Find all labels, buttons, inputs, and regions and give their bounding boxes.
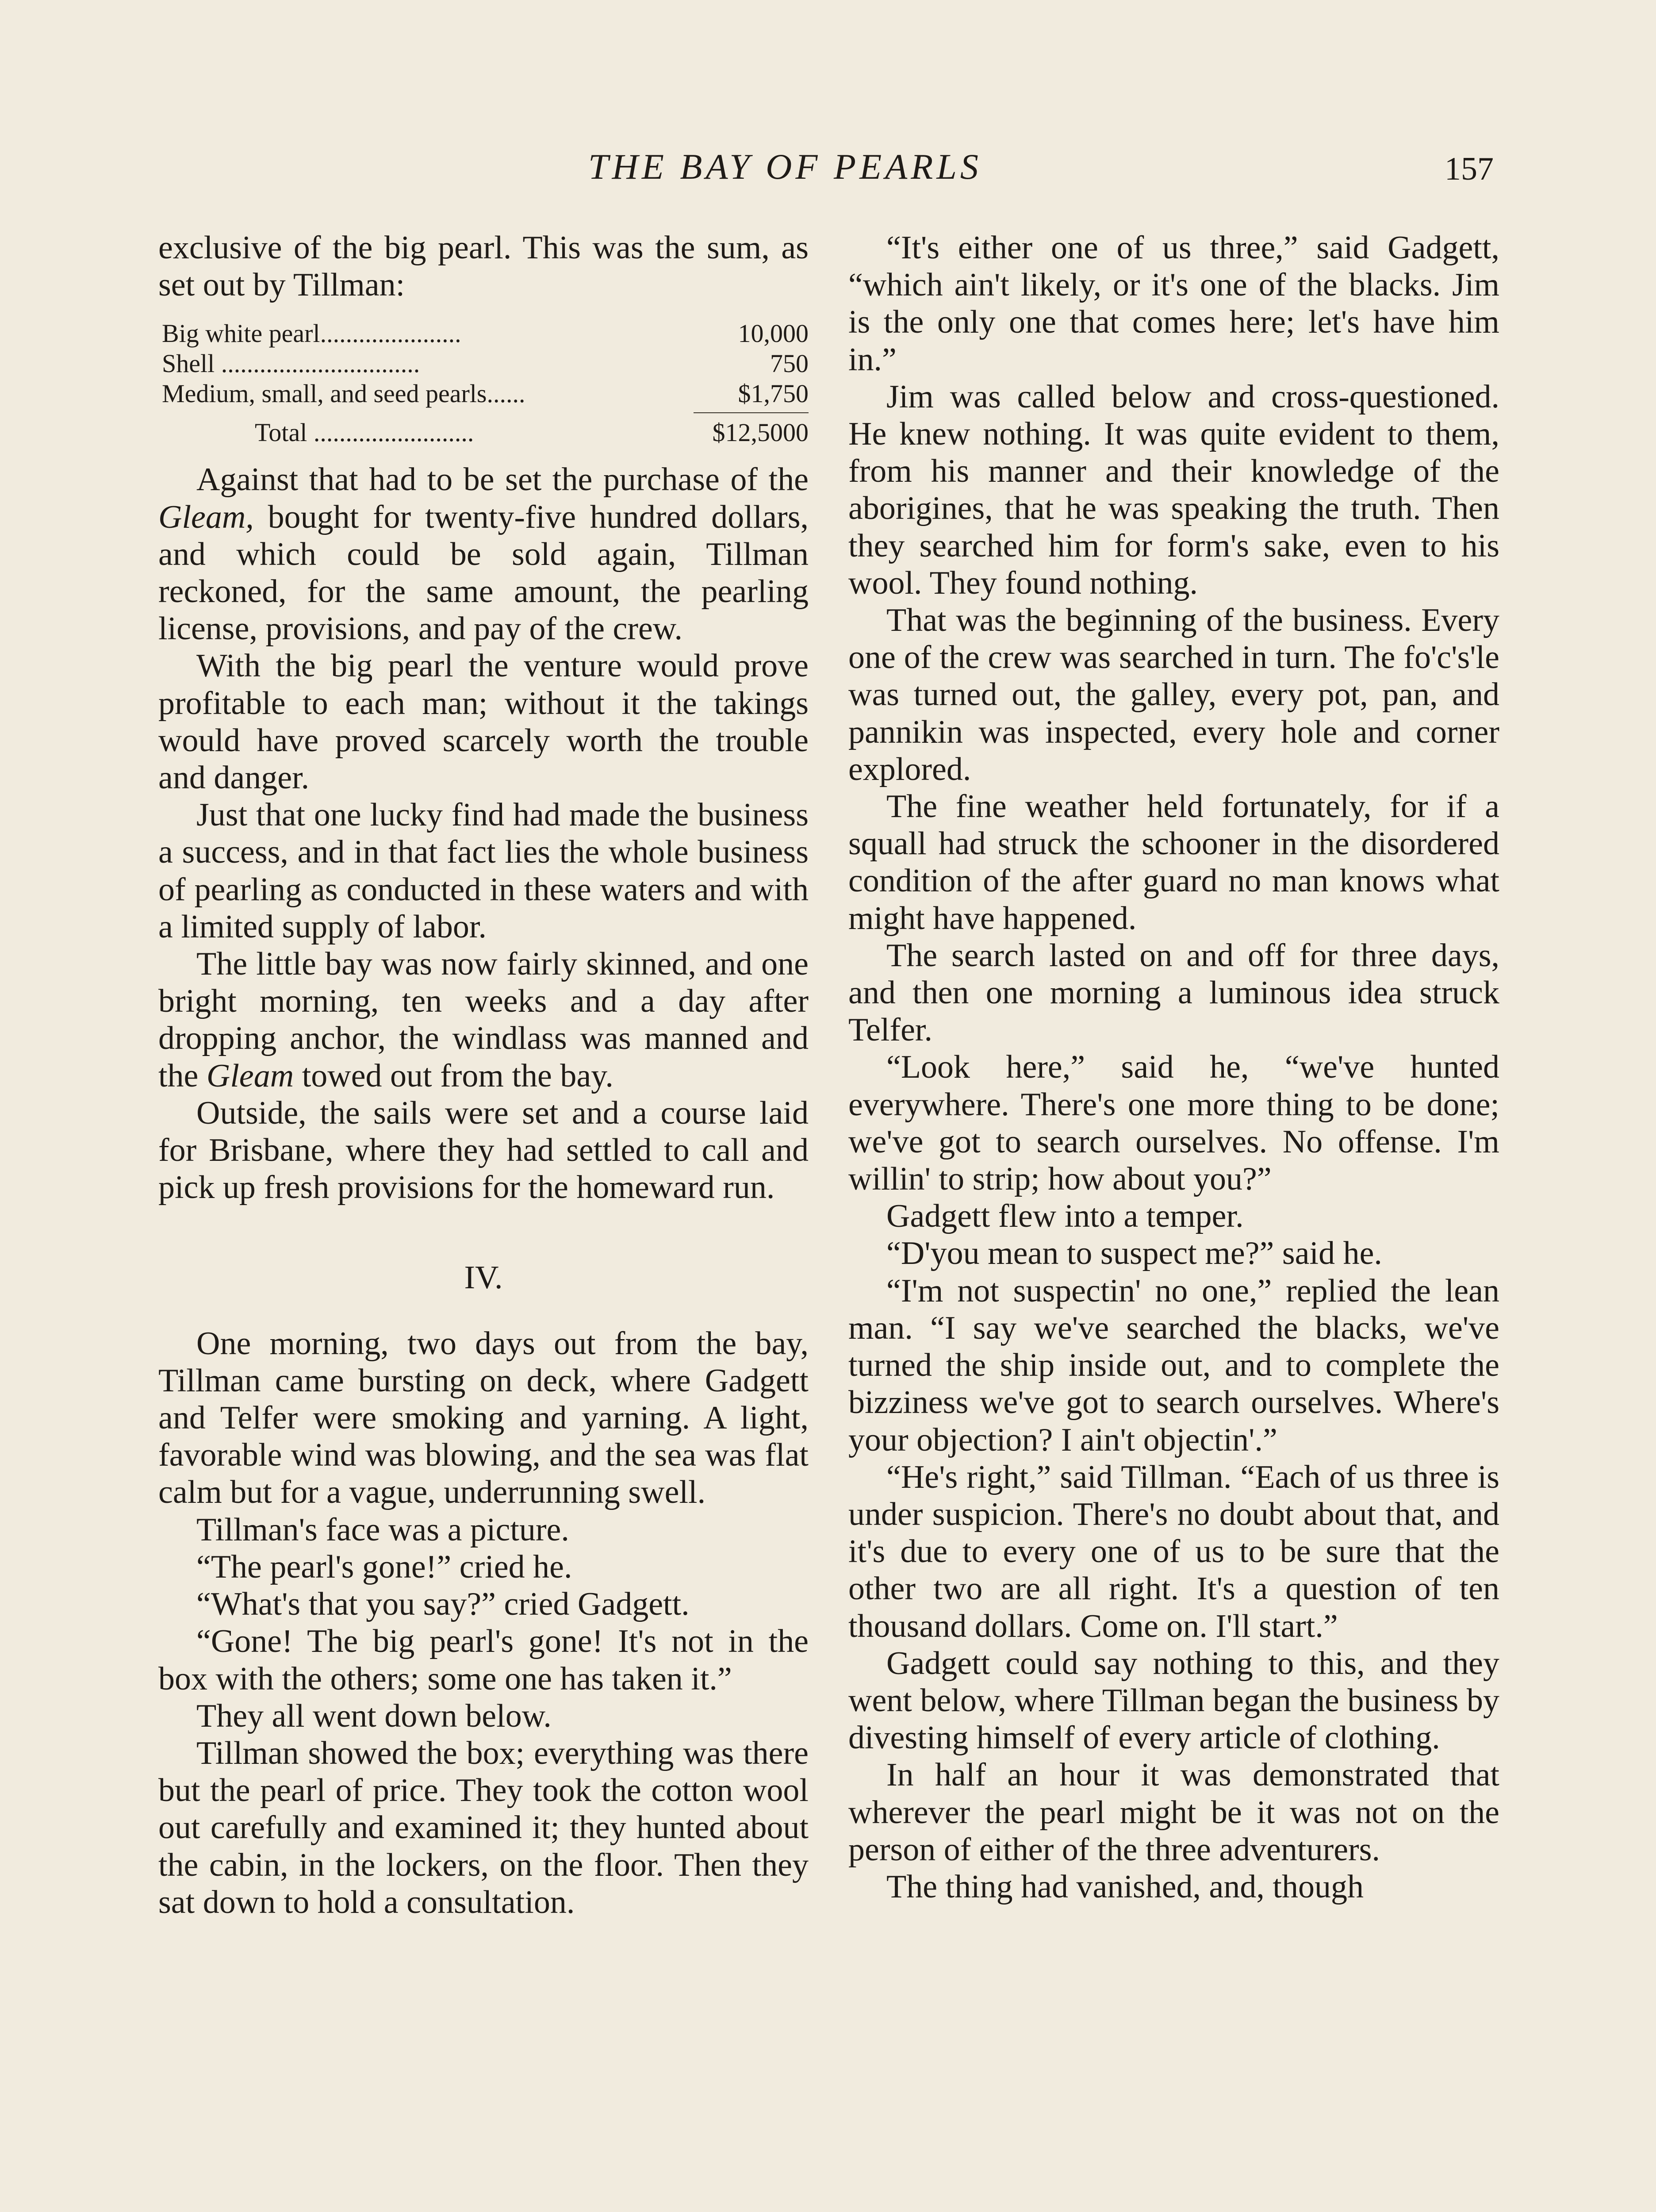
paragraph: The fine weather held fortunately, for if a squall had struck the schooner in the disordered condition of the after guard no man knows what might have happened. bbox=[848, 788, 1499, 937]
accounts-item: Shell ............................... bbox=[162, 349, 420, 378]
paragraph: Outside, the sails were set and a course laid for Brisbane, where they had settled to call and pick up fresh provisions for the homeward run. bbox=[158, 1094, 809, 1206]
accounts-row bbox=[162, 319, 809, 349]
paragraph: In half an hour it was demonstrated that wherever the pearl might be it was not on the person of either of the three adventurers. bbox=[848, 1757, 1499, 1868]
right-column bbox=[848, 229, 1499, 1905]
paragraph: One morning, two days out from the bay, Tillman came bursting on deck, where Gadgett and Telfer were smoking and yarning. A light, favorable wind was blowing, and the sea was flat calm but for a vague, underrunning swell. bbox=[158, 1325, 809, 1511]
ship-name: Gleam bbox=[206, 1057, 294, 1094]
section-heading: IV. bbox=[464, 1260, 503, 1296]
running-head bbox=[0, 146, 1656, 199]
paragraph: “He's right,” said Tillman. “Each of us three is under suspicion. There's no doubt about that, and it's due to every one of us to be sure that the other two are all right. It's a question of ten thousand dollars. Come on. I'll start.” bbox=[848, 1459, 1499, 1644]
paragraph-text: Against that had to be set the purchase of the bbox=[196, 461, 809, 498]
left-column bbox=[158, 229, 809, 1921]
running-title: THE BAY OF PEARLS bbox=[588, 146, 982, 187]
total-rule bbox=[694, 412, 809, 413]
paragraph: Tillman showed the box; everything was there but the pearl of price. They took the cotton wool out carefully and examined it; they hunted about the cabin, in the lockers, on the floor. Then they sat down to hold a consultation. bbox=[158, 1735, 809, 1920]
paragraph: exclusive of the big pearl. This was the sum, as set out by Tillman: bbox=[158, 230, 809, 303]
paragraph: “What's that you say?” cried Gadgett. bbox=[196, 1586, 690, 1623]
paragraph-text: towed out from the bay. bbox=[294, 1057, 613, 1094]
paragraph: Gadgett flew into a temper. bbox=[886, 1198, 1244, 1235]
accounts-item: Big white pearl...................... bbox=[162, 319, 461, 348]
paragraph: They all went down below. bbox=[196, 1697, 552, 1734]
paragraph: “Look here,” said he, “we've hunted everywhere. There's one more thing to be done; we've got to search ourselves. No offense. I'm willin' to strip; how about you?” bbox=[848, 1049, 1499, 1198]
paragraph bbox=[158, 945, 809, 1094]
paragraph: “The pearl's gone!” cried he. bbox=[196, 1548, 572, 1585]
accounts-total-row bbox=[162, 418, 809, 448]
page-number: 157 bbox=[1445, 151, 1494, 187]
accounts-row bbox=[162, 379, 809, 409]
paragraph: The search lasted on and off for three days, and then one morning a luminous idea struck Telfer. bbox=[848, 937, 1499, 1048]
paragraph: Tillman's face was a picture. bbox=[196, 1511, 569, 1548]
paragraph-text: bought for twenty-five hundred dollars, and which could be sold again, Tillman reckoned, for the same amount, the pearling license, provisions, and pay of the crew. bbox=[158, 499, 809, 647]
paragraph: That was the beginning of the business. Every one of the crew was searched in turn. The fo'c's'le was turned out, the galley, every pot, pan, and pannikin was inspected, every hole and corner explored. bbox=[848, 602, 1499, 787]
accounts-row bbox=[162, 349, 809, 379]
accounts-amount: 750 bbox=[770, 349, 809, 378]
accounts-amount: 10,000 bbox=[738, 319, 809, 348]
accounts-amount: $1,750 bbox=[738, 379, 809, 408]
paragraph bbox=[158, 461, 809, 647]
accounts-table bbox=[162, 319, 809, 448]
paragraph: “Gone! The big pearl's gone! It's not in the box with the others; some one has taken it.” bbox=[158, 1623, 809, 1697]
paragraph: With the big pearl the venture would prove profitable to each man; without it the takings would have proved scarcely worth the trouble and danger. bbox=[158, 648, 809, 796]
paragraph: Just that one lucky find had made the business a success, and in that fact lies the whole business of pearling as conducted in these waters and with a limited supply of labor. bbox=[158, 797, 809, 945]
total-label: Total ......................... bbox=[255, 418, 474, 447]
paragraph-text: The little bay was now fairly skinned, and one bright morning, ten weeks and a day after dropping anchor, the windlass was manned and the bbox=[158, 946, 809, 1094]
ship-name: Gleam, bbox=[158, 499, 254, 535]
paragraph: “D'you mean to suspect me?” said he. bbox=[886, 1235, 1382, 1272]
paragraph: “It's either one of us three,” said Gadgett, “which ain't likely, or it's one of the blacks. Jim is the only one that comes here; let's have him in.” bbox=[848, 230, 1499, 378]
total-amount: $12,5000 bbox=[712, 418, 809, 447]
paragraph: Gadgett could say nothing to this, and they went below, where Tillman began the business by divesting himself of every article of clothing. bbox=[848, 1645, 1499, 1756]
accounts-item: Medium, small, and seed pearls...... bbox=[162, 379, 525, 408]
paragraph: Jim was called below and cross-questioned. He knew nothing. It was quite evident to them, from his manner and their knowledge of the aborigines, that he was speaking the truth. Then they searched him for form's sake, even to his wool. They found nothing. bbox=[848, 378, 1499, 601]
paragraph: “I'm not suspectin' no one,” replied the lean man. “I say we've searched the blacks, we've turned the ship inside out, and to complete the bizziness we've got to search ourselves. Where's your objection? I ain't objectin'.” bbox=[848, 1272, 1499, 1458]
paragraph: The thing had vanished, and, though bbox=[886, 1868, 1364, 1905]
